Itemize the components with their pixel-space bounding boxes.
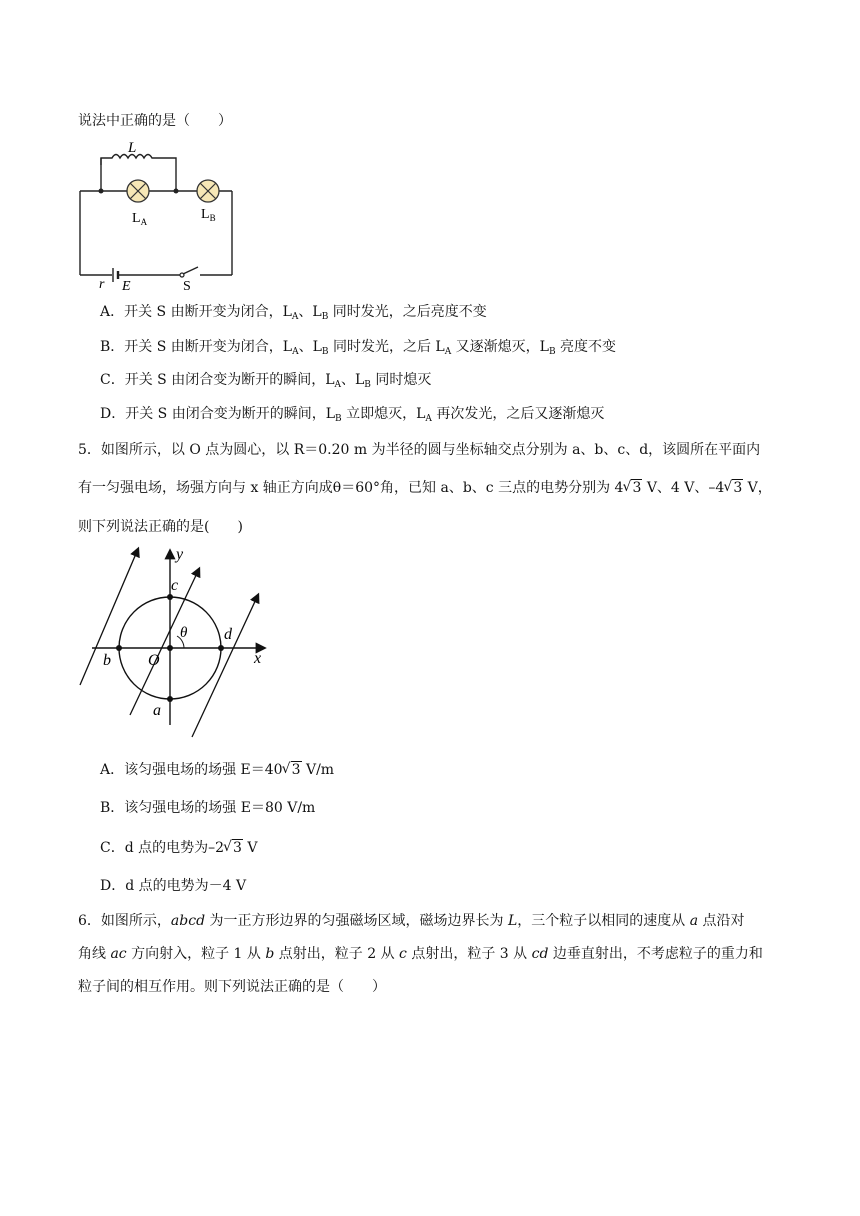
- q6-line3: 粒子间的相互作用。则下列说法正确的是（ ）: [78, 979, 386, 995]
- switch-icon: [183, 267, 198, 274]
- field-line: [130, 569, 199, 715]
- lamp-a-icon: [127, 180, 149, 202]
- q5-option-a: A．该匀强电场的场强 E＝40√ 3 V/m: [100, 760, 334, 780]
- point-a-label: a: [153, 702, 161, 719]
- lamp-b-icon: [197, 180, 219, 202]
- field-line: [192, 595, 258, 737]
- q5-line1: 5．如图所示，以 O 点为圆心，以 R＝0.20 m 为半径的圆与坐标轴交点分别为 a、b、c、d，该圆所在平面内: [78, 442, 761, 458]
- sqrt-symbol: √ 3: [623, 478, 642, 498]
- sqrt-symbol: √ 3: [224, 838, 243, 858]
- q4-option-d: D．开关 S 由闭合变为断开的瞬间，$L_B$ 立即熄灭，$L_A$ 再次发光，之后又逐渐熄灭: [100, 406, 605, 424]
- switch-label: S: [183, 279, 191, 291]
- sqrt-symbol: √ 3: [724, 478, 743, 498]
- q5-line2: 有一匀强电场，场强方向与 x 轴正方向成θ＝60°角，已知 a、b、c 三点的电势分别为 4√ 3 V、4 V、–4√ 3 V，: [78, 478, 772, 498]
- inductor-label: L: [128, 140, 137, 156]
- svg-text:LB: $L_B$: [201, 207, 216, 223]
- origin-label: O: [148, 652, 160, 669]
- svg-text:LA: $L_A$: [132, 211, 148, 227]
- q5-line3: 则下列说法正确的是( ): [78, 519, 243, 535]
- axis-x-label: x: [254, 650, 262, 667]
- q5-option-b: B．该匀强电场的场强 E＝80 V/m: [100, 800, 316, 816]
- point-b-label: b: [103, 652, 111, 669]
- axis-y-label: y: [176, 546, 184, 563]
- theta-label: θ: [180, 625, 188, 641]
- circuit-diagram: [70, 136, 250, 291]
- point-d-label: d: [224, 626, 232, 643]
- battery-e-label: E: [122, 279, 131, 291]
- lamp-b-label: L: [201, 207, 210, 222]
- q6-line1: 6．如图所示，abcd 为一正方形边界的匀强磁场区域，磁场边界长为 L，三个粒子以相同的速度从 a 点沿对: [78, 913, 745, 929]
- field-diagram: [74, 545, 274, 740]
- q4-option-a: A．开关 S 由断开变为闭合，$L_A$、$L_B$ 同时发光，之后亮度不变: [100, 304, 487, 322]
- q6-line2: 角线 ac 方向射入，粒子 1 从 b 点射出，粒子 2 从 c 点射出，粒子 3 从 cd 边垂直射出，不考虑粒子的重力和: [78, 946, 763, 962]
- lamp-a-label: L: [132, 211, 141, 226]
- sqrt-symbol: √ 3: [283, 760, 302, 780]
- q5-option-d: D．d 点的电势为－4 V: [100, 878, 247, 894]
- battery-r-label: r: [99, 277, 105, 291]
- q4-stem-tail: 说法中正确的是（ ）: [78, 113, 232, 129]
- q4-option-c: C．开关 S 由闭合变为断开的瞬间，$L_A$、$L_B$ 同时熄灭: [100, 372, 432, 390]
- point-c-label: c: [171, 577, 179, 594]
- q4-option-b: B．开关 S 由断开变为闭合，$L_A$、$L_B$ 同时发光，之后 $L_A$ 又逐渐熄灭，$L_B$ 亮度不变: [100, 339, 617, 357]
- q5-option-c: C．d 点的电势为–2√ 3 V: [100, 838, 258, 858]
